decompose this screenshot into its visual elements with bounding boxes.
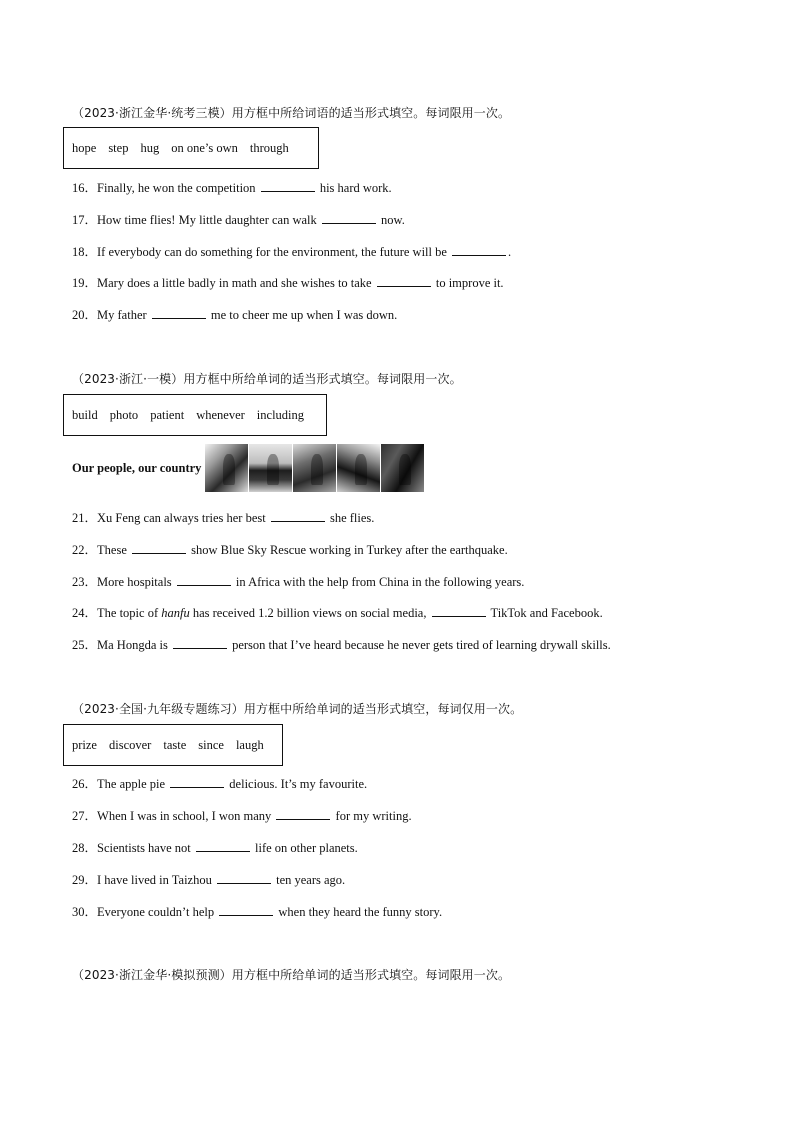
question-item <box>72 774 367 792</box>
word-bank-item: discover <box>108 737 152 752</box>
word-bank-box <box>63 127 319 169</box>
word-bank-item: including <box>256 407 305 422</box>
question-text: delicious. It’s my favourite. <box>229 777 368 791</box>
question-text: TikTok and Facebook. <box>490 606 603 620</box>
question-number: 27． <box>72 809 98 823</box>
photo-thumbnail <box>337 444 380 492</box>
question-item <box>72 210 405 228</box>
question-text: If everybody can do something for the environment, the future will be <box>97 245 447 259</box>
photo-strip <box>72 444 425 492</box>
answer-blank[interactable] <box>177 574 231 586</box>
question-text: me to cheer me up when I was down. <box>210 308 398 322</box>
question-item <box>72 603 603 621</box>
word-bank-item: since <box>198 737 224 752</box>
question-text: The topic of <box>97 606 162 620</box>
question-number: 29． <box>72 873 98 887</box>
question-item <box>72 508 374 526</box>
question-number: 25． <box>72 638 98 652</box>
photo-thumbnail <box>381 444 424 492</box>
question-text: Everyone couldn’t help <box>97 905 215 919</box>
answer-blank[interactable] <box>196 840 250 852</box>
photo-thumbnail <box>249 444 292 492</box>
word-bank-item: through <box>249 140 289 155</box>
section-heading: （2023·全国·九年级专题练习）用方框中所给单词的适当形式填空，每词仅用一次。 <box>72 702 523 716</box>
question-text: show Blue Sky Rescue working in Turkey after the earthquake. <box>191 543 508 557</box>
word-bank-item: on one’s own <box>171 140 238 155</box>
answer-blank[interactable] <box>261 180 315 192</box>
word-bank-item: step <box>108 140 129 155</box>
question-text: More hospitals <box>97 575 172 589</box>
section-heading: （2023·浙江金华·统考三模）用方框中所给词语的适当形式填空。每词限用一次。 <box>72 106 511 120</box>
question-text: These <box>97 543 127 557</box>
question-item <box>72 540 508 558</box>
answer-blank[interactable] <box>219 904 273 916</box>
section-heading: （2023·浙江·一模）用方框中所给单词的适当形式填空。每词限用一次。 <box>72 372 462 386</box>
word-bank-item: hug <box>140 140 160 155</box>
question-number: 16． <box>72 181 98 195</box>
word-bank-item: prize <box>72 737 97 752</box>
question-text-italic: hanfu <box>161 606 190 620</box>
word-bank-item: patient <box>150 407 185 422</box>
question-text: Mary does a little badly in math and she wishes to take <box>97 276 372 290</box>
question-text: has received 1.2 billion views on social media, <box>189 606 427 620</box>
photo-thumbnail <box>205 444 248 492</box>
question-text: . <box>508 245 512 259</box>
question-text: I have lived in Taizhou <box>97 873 212 887</box>
question-text: How time flies! My little daughter can walk <box>97 213 317 227</box>
photo-thumbnail <box>293 444 336 492</box>
question-number: 22． <box>72 543 98 557</box>
question-number: 30． <box>72 905 98 919</box>
question-item <box>72 902 442 920</box>
question-number: 26． <box>72 777 98 791</box>
answer-blank[interactable] <box>217 872 271 884</box>
word-bank-item: taste <box>163 737 187 752</box>
photo-strip-title: Our people, our country <box>72 460 202 475</box>
question-number: 20． <box>72 308 98 322</box>
question-text: person that I’ve heard because he never gets tired of learning drywall skills. <box>232 638 611 652</box>
question-text: Finally, he won the competition <box>97 181 256 195</box>
question-text: for my writing. <box>335 809 412 823</box>
question-text: she flies. <box>329 511 375 525</box>
word-bank-item: build <box>72 407 98 422</box>
question-text: life on other planets. <box>255 841 358 855</box>
question-number: 19． <box>72 276 98 290</box>
question-number: 23． <box>72 575 98 589</box>
question-text: When I was in school, I won many <box>97 809 272 823</box>
word-bank-item: whenever <box>196 407 245 422</box>
question-item <box>72 305 397 323</box>
question-number: 28． <box>72 841 98 855</box>
question-text: My father <box>97 308 147 322</box>
answer-blank[interactable] <box>173 637 227 649</box>
question-item <box>72 838 358 856</box>
answer-blank[interactable] <box>322 212 376 224</box>
word-bank-item: laugh <box>235 737 264 752</box>
answer-blank[interactable] <box>432 605 486 617</box>
section-heading: （2023·浙江金华·模拟预测）用方框中所给单词的适当形式填空。每词限用一次。 <box>72 968 511 982</box>
word-bank-box <box>63 724 283 766</box>
question-text: Scientists have not <box>97 841 191 855</box>
question-text: ten years ago. <box>276 873 346 887</box>
question-item <box>72 242 511 260</box>
question-item <box>72 870 345 888</box>
answer-blank[interactable] <box>170 776 224 788</box>
question-number: 18． <box>72 245 98 259</box>
answer-blank[interactable] <box>377 275 431 287</box>
question-item <box>72 178 392 196</box>
question-text: to improve it. <box>435 276 504 290</box>
question-text: Xu Feng can always tries her best <box>97 511 266 525</box>
answer-blank[interactable] <box>271 510 325 522</box>
question-number: 24． <box>72 606 98 620</box>
word-bank-item: hope <box>72 140 97 155</box>
question-item <box>72 806 412 824</box>
answer-blank[interactable] <box>152 307 206 319</box>
word-bank-item: photo <box>109 407 139 422</box>
question-text: now. <box>381 213 405 227</box>
answer-blank[interactable] <box>452 244 506 256</box>
question-item <box>72 635 611 653</box>
question-number: 17． <box>72 213 98 227</box>
question-text: when they heard the funny story. <box>278 905 443 919</box>
question-number: 21． <box>72 511 98 525</box>
question-text: in Africa with the help from China in the following years. <box>235 575 525 589</box>
question-text: his hard work. <box>319 181 392 195</box>
question-item <box>72 572 524 590</box>
question-text: The apple pie <box>97 777 166 791</box>
question-text: Ma Hongda is <box>97 638 168 652</box>
answer-blank[interactable] <box>132 542 186 554</box>
word-bank-box <box>63 394 327 436</box>
question-item <box>72 273 504 291</box>
answer-blank[interactable] <box>276 808 330 820</box>
